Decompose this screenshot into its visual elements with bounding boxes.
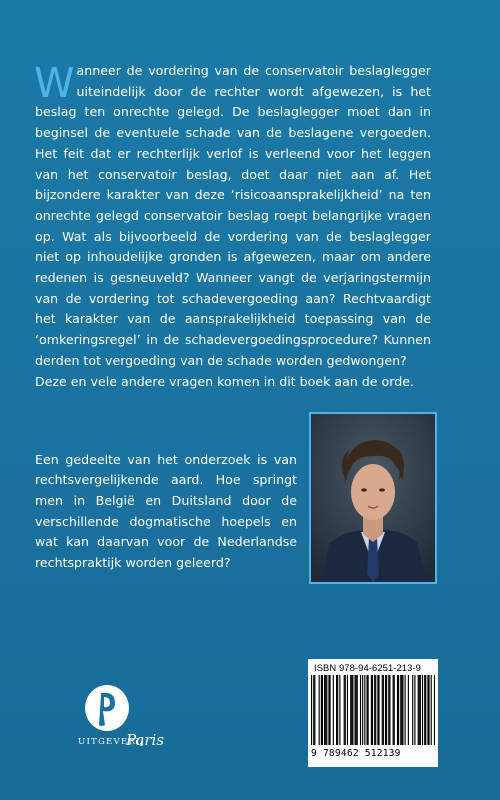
isbn-label: ISBN 978-94-6251-213-9 (314, 662, 421, 673)
second-paragraph: Deze en vele andere vragen komen in dit boek aan de orde. (35, 373, 414, 389)
barcode-digits: 9 789462 512139 (311, 748, 401, 759)
author-portrait (311, 414, 435, 582)
isbn-barcode (308, 659, 438, 767)
publisher-logo (78, 683, 168, 763)
barcode-bars (311, 675, 435, 747)
third-paragraph: Een gedeelte van het onderzoek is van rechtsvergelijkende aard. Hoe springt men in België en Duitsland door de verschillende dogmatische hoepels en wat kan daarvan voor de Nederlandse rechtspraktijk worden geleerd? (35, 451, 297, 571)
drop-cap: W (34, 59, 75, 107)
intro-paragraph (35, 61, 431, 372)
publisher-p-icon (81, 683, 131, 733)
publisher-word-paris: Paris (126, 731, 165, 749)
author-photo (309, 412, 437, 584)
intro-text: anneer de vordering van de conservatoir beslaglegger uiteindelijk door de rechter wordt afgewezen, is het beslag ten onrechte gelegd. De beslaglegger moet dan in beginsel de eventuele schade van de beslagene vergoeden. Het feit dat er rechterlijk verlof is verleend voor het leggen van het conservatoir beslag, doet daar niet aan af. Het bijzondere karakter van deze ‘risicoaansprakelijkheid’ na ten onrechte gelegd conservatoir beslag roept belangrijke vragen op. Wat als bijvoorbeeld de vordering van de beslaglegger niet op inhoudelijke gronden is afgewezen, maar om andere redenen is gesneuveld? Wanneer vangt de verjaringstermijn van de vordering tot schadevergoeding aan? Rechtvaardigt het karakter van de aansprakelijkheid toepassing van de ‘omkeringsregel’ in de schadevergoedingsprocedure? Kunnen derden tot vergoeding van de schade worden gedwongen? (35, 63, 431, 368)
blurb-text (35, 61, 431, 392)
publisher-word-uitgeverij: UITGEVERIJ (78, 737, 146, 747)
